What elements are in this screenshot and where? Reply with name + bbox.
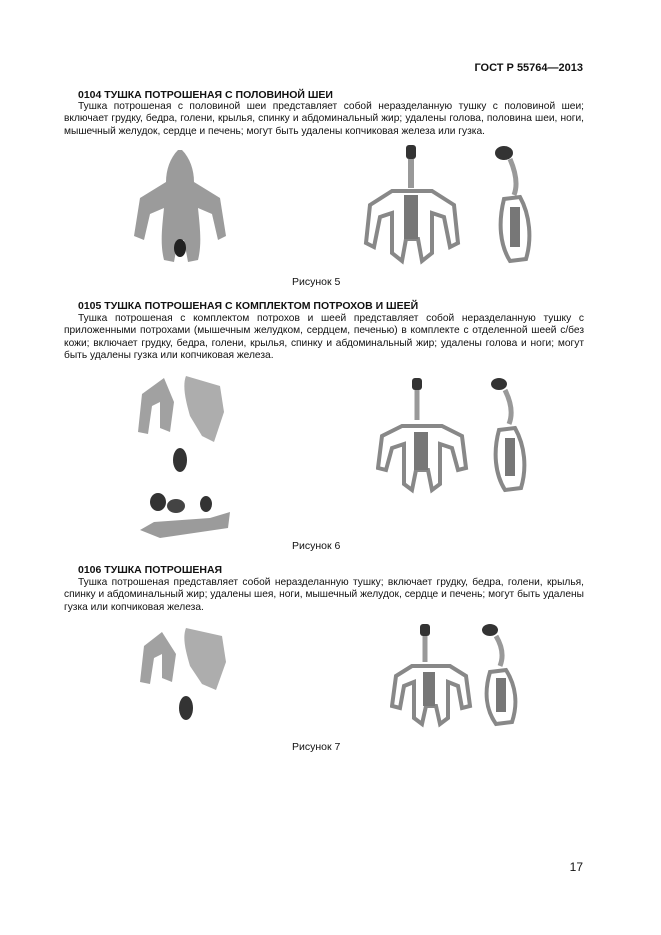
section-body-0106: Тушка потрошеная представляет собой неразделанную тушку; включает грудку, бедра, голени, крылья, спинку и абдоминальный жир; удалены шея, ноги, мышечный желудок, сердце и печень; могут быть удалены гузка или копчиковая железа. (64, 577, 584, 613)
section-body-0104: Тушка потрошеная с половиной шеи представляет собой неразделанную тушку с половиной шеи; включает грудку, бедра, голени, крылья, спинку и абдоминальный жир; удалены голова, половина шеи, ноги, мышечный желудок, сердце и печень; могут быть удалены копчиковая железа или гузка. (64, 101, 584, 137)
section-title-0104: 0104 ТУШКА ПОТРОШЕНАЯ С ПОЛОВИНОЙ ШЕИ (78, 89, 333, 101)
figure-6-skeleton-side (487, 376, 537, 506)
figure-5-skeleton-front (362, 143, 467, 268)
figure-7-skeleton-side (478, 622, 528, 734)
figure-6-skeleton-front (376, 376, 476, 506)
figure-7-skeleton-front (390, 622, 480, 734)
figure-6-carcass-with-giblets-photo (130, 372, 240, 540)
section-body-0105: Тушка потрошеная с комплектом потрохов и шеей представляет собой неразделанную тушку с приложенными потрохами (мышечным желудком, сердцем, печенью) в комплекте с отделенной шеей с/без кожи; включает грудку, бедра, голени, крылья, спинку и абдоминальный жир; удалены голова и ноги; могут быть удалены гузка или копчиковая железа. (64, 313, 584, 362)
page-number: 17 (569, 860, 583, 874)
figure-5-skeleton-side (490, 143, 540, 268)
figure-7-carcass-photo (130, 626, 240, 726)
figure-6-caption: Рисунок 6 (292, 540, 341, 552)
figure-7-caption: Рисунок 7 (292, 741, 341, 753)
section-title-0106: 0106 ТУШКА ПОТРОШЕНАЯ (78, 564, 223, 576)
section-title-0105: 0105 ТУШКА ПОТРОШЕНАЯ С КОМПЛЕКТОМ ПОТРОХОВ И ШЕЕЙ (78, 300, 419, 312)
figure-5-carcass-photo (130, 148, 230, 268)
figure-5-caption: Рисунок 5 (292, 276, 341, 288)
standard-header: ГОСТ Р 55764—2013 (474, 62, 583, 74)
